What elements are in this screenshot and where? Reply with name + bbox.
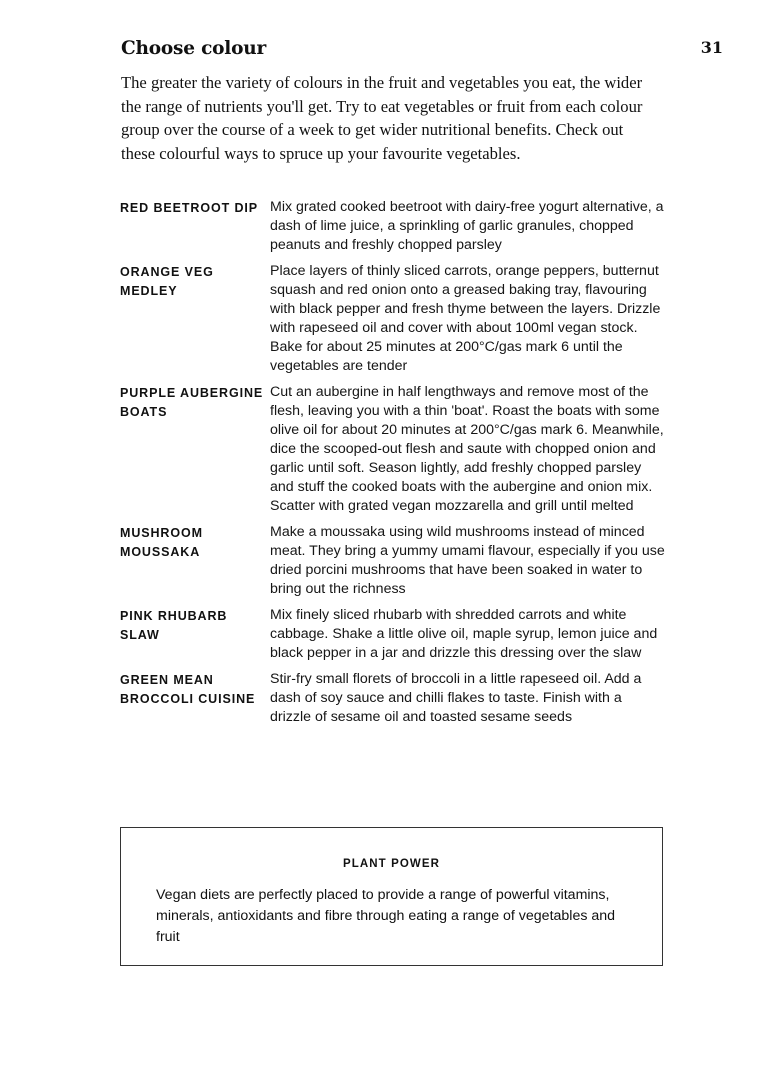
tips-list	[120, 198, 665, 727]
tip-mushroom-moussaka	[120, 523, 665, 599]
intro-paragraph: The greater the variety of colours in the fruit and vegetables you eat, the wider the range of nutrients you'll get. Try to eat vegetables or fruit from each colour group over the course of a week to get wider nutritional benefits. Check out these colourful ways to spruce up your favourite vegetables.	[121, 73, 643, 163]
tip-description: Mix grated cooked beetroot with dairy-free yogurt alternative, a dash of lime juice, a sprinkling of garlic granules, chopped peanuts and freshly chopped parsley	[270, 199, 664, 253]
tip-red-beetroot-dip	[120, 198, 665, 255]
tip-title: PURPLE AUBERGINE BOATS	[120, 386, 264, 419]
box-text: Vegan diets are perfectly placed to provide a range of powerful vitamins, minerals, antioxidants and fibre through eating a range of vegetables and fruit	[156, 887, 616, 945]
tip-green-mean-broccoli-cuisine	[120, 670, 665, 727]
plant-power-box	[120, 827, 663, 966]
tip-title: RED BEETROOT DIP	[120, 201, 259, 215]
tip-title: MUSHROOM MOUSSAKA	[120, 526, 203, 559]
tip-title: PINK RHUBARB SLAW	[120, 609, 228, 642]
section-heading: Choose colour	[121, 38, 267, 59]
tip-description: Place layers of thinly sliced carrots, orange peppers, butternut squash and red onion onto a greased baking tray, flavouring with black pepper and fresh thyme between the layers. Drizzle with rapeseed oil and cover with about 100ml vegan stock. Bake for about 25 minutes at 200°C/gas mark 6 until the vegetables are tender	[270, 263, 661, 374]
tip-pink-rhubarb-slaw	[120, 606, 665, 663]
tip-orange-veg-medley	[120, 262, 665, 376]
tip-purple-aubergine-boats	[120, 383, 665, 516]
tip-title: ORANGE VEG MEDLEY	[120, 265, 214, 298]
tip-title: GREEN MEAN BROCCOLI CUISINE	[120, 673, 256, 706]
page-number: 31	[700, 38, 723, 57]
box-title: PLANT POWER	[342, 858, 441, 870]
tip-description: Make a moussaka using wild mushrooms instead of minced meat. They bring a yummy umami flavour, especially if you use dried porcini mushrooms that have been soaked in water to bring out the richness	[270, 524, 665, 597]
tip-description: Cut an aubergine in half lengthways and remove most of the flesh, leaving you with a thin 'boat'. Roast the boats with some olive oil for about 20 minutes at 200°C/gas mark 6. Meanwhile, dice the scooped-out flesh and saute with chopped onion and garlic until soft. Season lightly, add freshly chopped parsley and stuff the cooked boats with the aubergine and onion mix. Scatter with grated vegan mozzarella and grill until melted	[270, 384, 664, 514]
tip-description: Mix finely sliced rhubarb with shredded carrots and white cabbage. Shake a little olive oil, maple syrup, lemon juice and black pepper in a jar and drizzle this dressing over the slaw	[270, 607, 658, 661]
tip-description: Stir-fry small florets of broccoli in a little rapeseed oil. Add a dash of soy sauce and chilli flakes to taste. Finish with a drizzle of sesame oil and toasted sesame seeds	[270, 671, 642, 725]
